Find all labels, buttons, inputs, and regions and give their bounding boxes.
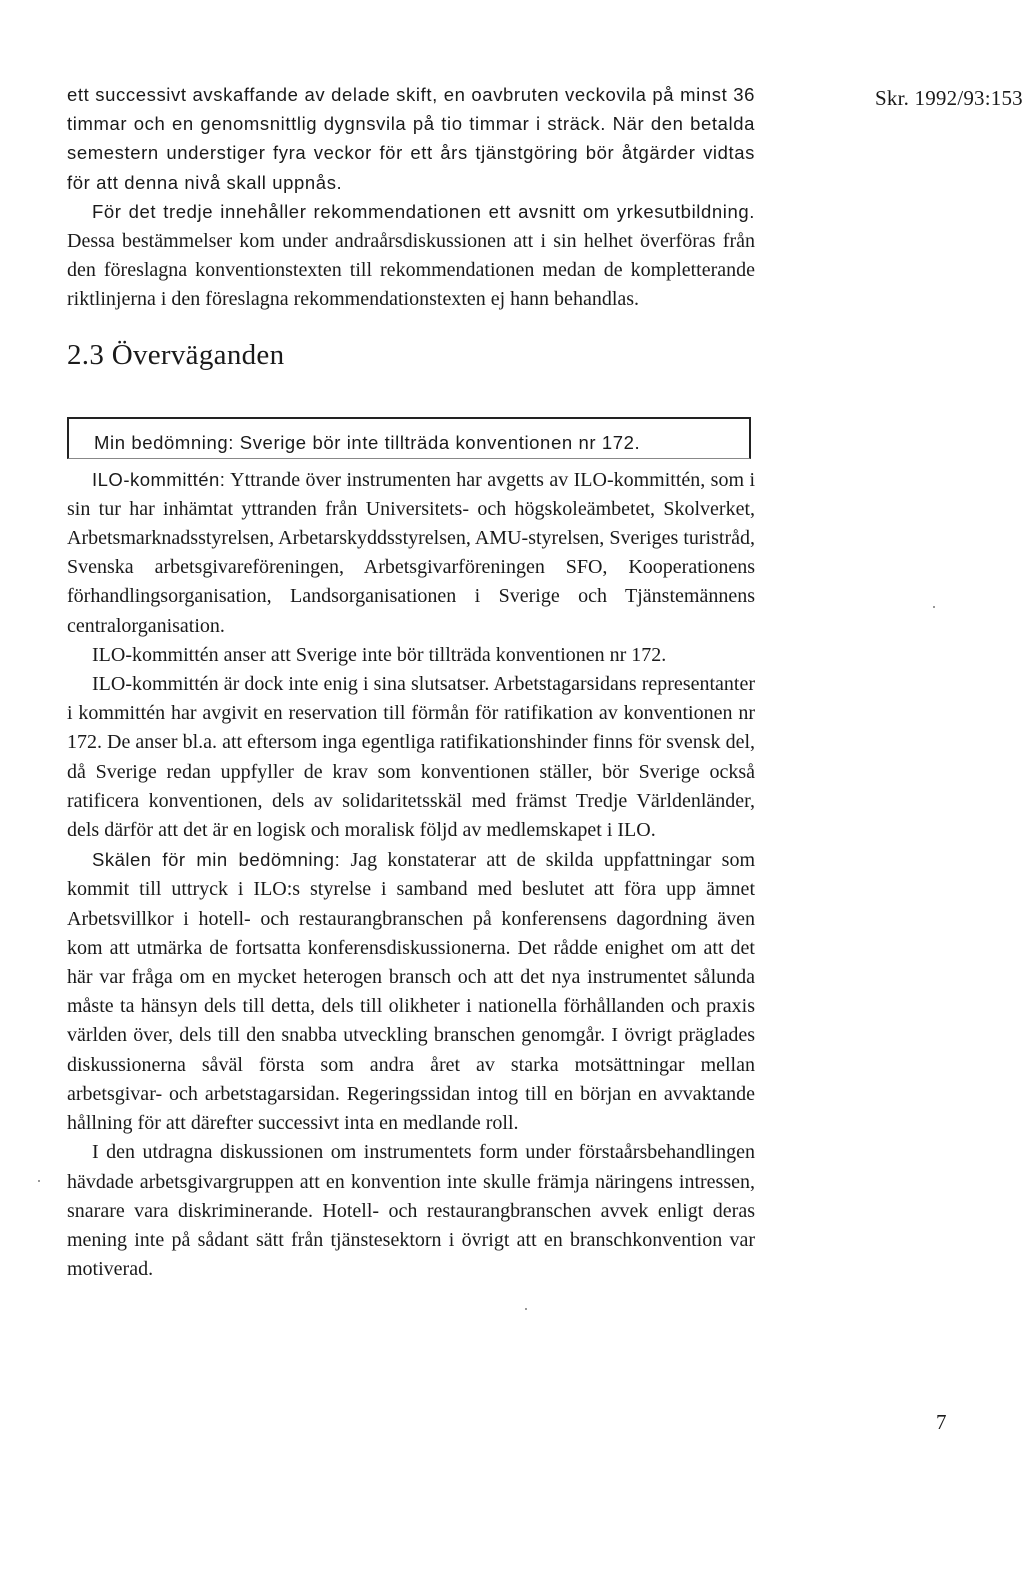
page-number: 7 — [936, 1410, 947, 1434]
text-column — [67, 80, 755, 1284]
intro-paragraph-1: ett successivt avskaffande av delade skift, en oavbruten veckovila på minst 36 timmar och en genomsnittlig dygnsvila på tio timmar i sträck. När den betalda semestern understiger fyra veckor för ett års tjänstgöring bör åtgärder vidtas för att denna nivå skall uppnås. — [67, 84, 755, 193]
intro-paragraph-2 — [67, 197, 755, 315]
paragraph-lead-ilo-kommitten: ILO-kommittén: — [92, 468, 226, 490]
scan-speck — [933, 606, 935, 608]
body-paragraph-3: ILO-kommittén är dock inte enig i sina slutsatser. Arbetstagarsidans representanter i kommittén har avgivit en reservation till förmån för ratifikation av konventionen nr 172. De anser bl.a. att eftersom inga egentliga ratifikationshinder finns för svensk del, då Sverige redan uppfyller de krav som konventionen ställer, bör Sverige också ratificera konventionen, dels av solidaritetsskäl med främst Tredje Världenländer, dels därför att det är en logisk och moralisk följd av medlemskapet i ILO. — [67, 673, 755, 842]
body-paragraph-1 — [67, 465, 755, 641]
body-paragraph-4 — [67, 845, 755, 1138]
body-paragraph-1-rest: Yttrande över instrumenten har avgetts av ILO-kommittén, som i sin tur har inhämtat yttranden från Universitets- och högskoleämbetet, Skolverket, Arbetsmarknadsstyrelsen, Arbetarskyddsstyrelsen, AMU-styrelsen, Sveriges turistråd, Svenska arbetsgivareföreningen, Arbetsgivarföreningen SFO, Kooperationens förhandlingsorganisation, Landsorganisationen i Sverige och Tjänstemännens centralorganisation. — [67, 468, 755, 637]
intro-paragraph-2-start: För det tredje innehåller rekommendationen ett avsnitt om yrkesutbildning. — [92, 200, 755, 222]
section-heading: 2.3 Överväganden — [67, 338, 285, 371]
body-paragraph-4-rest: Jag konstaterar att de skilda uppfattningar som kommit till uttryck i ILO:s styrelse i samband med beslutet att föra upp ämnet Arbetsvillkor i hotell- och restaurangbranschen på konferensens dagordning även kom att utmärka de fortsatta konferensdiskussionerna. Det rådde enighet om att det här var fråga om en mycket heterogen bransch och att det nya instrumentet sålunda måste ta hänsyn dels till detta, dels till olikheter i nationella förhållanden och praxis världen över, dels till den snabba utveckling branschen genomgår. I övrigt präglades diskussionerna såväl första som andra året av starka motsättningar mellan arbetsgivar- och arbetstagarsidan. Regeringssidan intog till en början en avvaktande hållning för att därefter successivt inta en medlande roll. — [67, 849, 755, 1135]
paragraph-lead-skalen: Skälen för min bedömning: — [92, 849, 341, 871]
summary-box: Min bedömning: Sverige bör inte tillträda konventionen nr 172. — [67, 417, 751, 459]
intro-paragraph-2-rest: Dessa bestämmelser kom under andraårsdiskussionen att i sin helhet överföras från den föreslagna konventionstexten till rekommendationen medan de kompletterande riktlinjerna i den föreslagna rekommendationstexten ej hann behandlas. — [67, 230, 755, 311]
scan-speck — [525, 1308, 527, 1310]
document-reference: Skr. 1992/93:153 — [875, 86, 1023, 110]
body-paragraph-2: ILO-kommittén anser att Sverige inte bör tillträda konventionen nr 172. — [92, 643, 667, 666]
scan-speck — [38, 1180, 40, 1182]
body-paragraph-5: I den utdragna diskussionen om instrumentets form under förstaårsbehandlingen hävdade arbetsgivargruppen att en konvention inte skulle främja näringens intressen, snarare vara diskriminerande. Hotell- och restaurangbranschen avvek enligt deras mening inte på sådant sätt från tjänstesektorn i övrigt att en branschkonvention var motiverad. — [67, 1141, 755, 1281]
